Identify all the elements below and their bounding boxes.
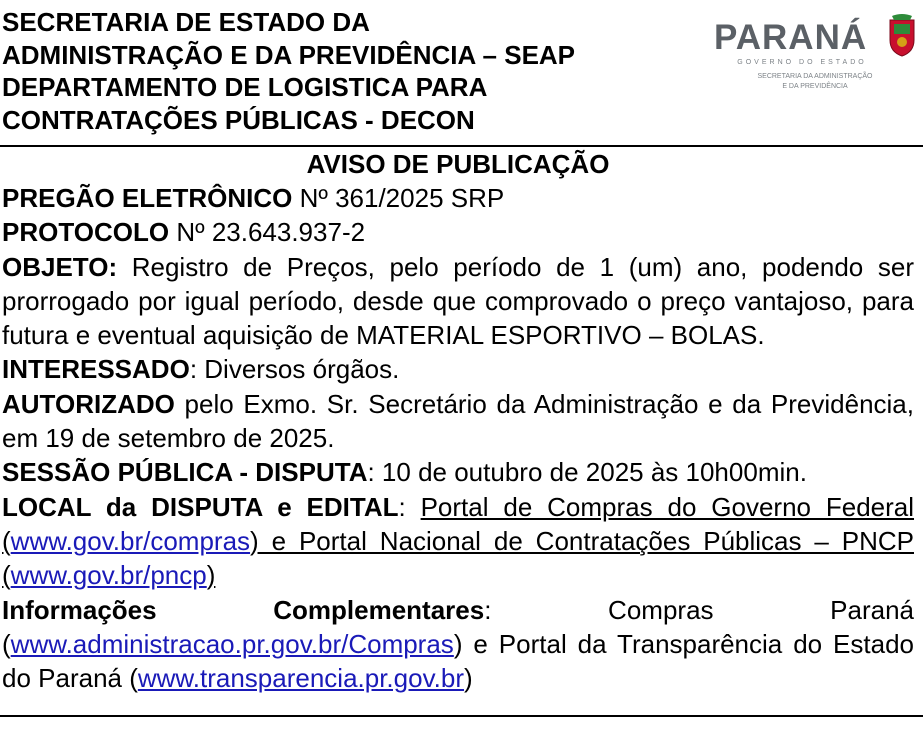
compras-parana-link[interactable]: www.administracao.pr.gov.br/Compras [10,628,454,659]
objeto-label: OBJETO: [2,251,118,282]
protocolo-line [2,215,914,249]
bottom-divider [0,715,923,717]
protocolo-value: Nº 23.643.937-2 [169,217,366,248]
header-line-4: CONTRATAÇÕES PÚBLICAS - DECON [2,104,475,135]
parana-logo [710,14,920,102]
logo-subtitle: GOVERNO DO ESTADO [737,59,867,66]
objeto-value: Registro de Preços, pelo período de 1 (um) ano, podendo ser prorrogado por igual período, desde que comprovado o preço vantajoso, para futura e eventual aquisição de MATERIAL ESPORTIVO – BOLAS. [2,251,914,351]
pncp-link[interactable]: www.gov.br/pncp [10,560,207,591]
informacoes-label: Informações Complementares [2,594,485,625]
sessao-line [2,455,914,489]
logo-secretariat [710,72,920,92]
notice-body [2,181,914,695]
header-line-1: SECRETARIA DE ESTADO DA [2,7,370,37]
interessado-line [2,352,914,386]
local-label: LOCAL da DISPUTA e EDITAL [2,491,399,522]
autorizado-label: AUTORIZADO [2,388,175,419]
local-text-1: Portal de Compras do Governo Federal ( [2,491,915,556]
header-line-3: DEPARTAMENTO DE LOGISTICA PARA [2,72,488,102]
logo-wordmark: PARANÁ [714,18,868,57]
logo-secretariat-line-2: E DA PREVIDÊNCIA [782,83,848,90]
pregao-label: PREGÃO ELETRÔNICO [2,183,293,213]
autorizado-value: pelo Exmo. Sr. Secretário da Administração e da Previdência, em 19 de setembro de 2025. [2,388,914,454]
coat-of-arms-icon [886,14,918,58]
interessado-label: INTERESSADO [2,354,190,385]
local-paragraph [2,490,914,593]
notice-title: AVISO DE PUBLICAÇÃO [306,149,610,179]
sessao-value: : 10 de outubro de 2025 às 10h00min. [367,457,807,488]
header-line-2: ADMINISTRAÇÃO E DA PREVIDÊNCIA – SEAP [2,39,576,70]
pregao-line [2,181,914,215]
informacoes-text-2: ) e Portal da Transparência do Estado do Paraná ( [2,628,914,694]
gov-compras-link[interactable]: www.gov.br/compras [10,525,251,556]
department-header [2,6,702,136]
objeto-paragraph [2,250,914,353]
informacoes-separator: : Compras Paraná ( [2,594,914,659]
autorizado-paragraph [2,387,914,456]
informacoes-text-3: ) [464,663,473,694]
local-text-3: ) [206,560,216,591]
informacoes-paragraph [2,593,914,696]
transparencia-link[interactable]: www.transparencia.pr.gov.br [137,663,464,694]
sessao-label: SESSÃO PÚBLICA - DISPUTA [2,457,368,488]
pregao-value: Nº 361/2025 SRP [292,183,505,213]
local-text-2: ) e Portal Nacional de Contratações Públicas – PNCP ( [2,525,914,591]
protocolo-label: PROTOCOLO [2,217,170,248]
interessado-value: : Diversos órgãos. [189,354,400,385]
local-separator: : [398,491,421,522]
logo-secretariat-line-1: SECRETARIA DA ADMINISTRAÇÃO [757,73,873,80]
